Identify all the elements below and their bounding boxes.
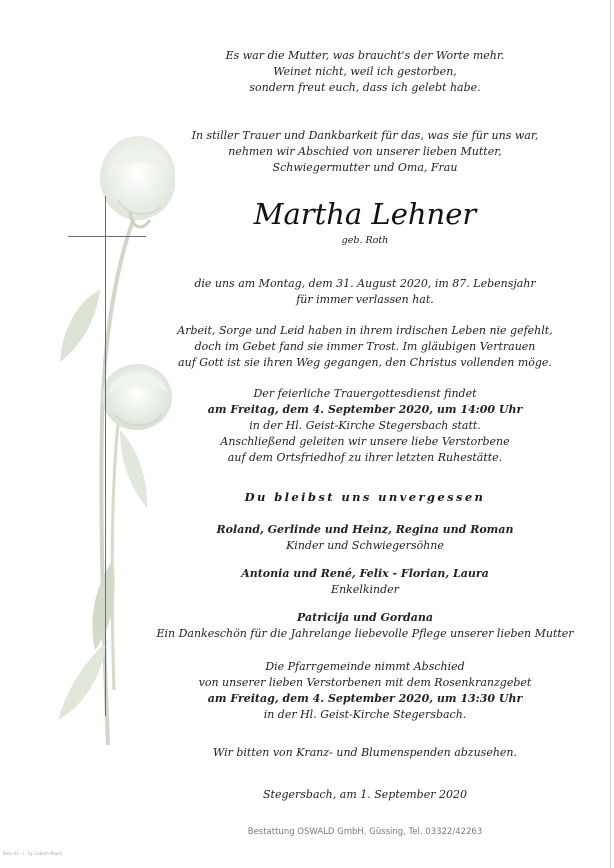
cross-vertical-bar [105,196,106,716]
poem-line: Weinet nicht, weil ich gestorben, [273,65,457,78]
funeral-line: in der Hl. Geist-Kirche Stegersbach statt. [249,419,481,432]
verse-line: Arbeit, Sorge und Leid haben in ihrem irdischen Leben nie gefehlt, [177,324,553,337]
mourner-group [150,566,580,598]
place-date [150,787,580,803]
mourner-role: Ein Dankeschön für die Jahrelange liebevolle Pflege unserer lieben Mutter [156,627,574,640]
intro-line: Schwiegermutter und Oma, Frau [272,161,458,174]
funeral-line: Der feierliche Trauergottesdienst findet [253,387,477,400]
mourner-names: Patricija und Gordana [297,611,433,624]
poem-line: Es war die Mutter, was braucht's der Worte mehr. [225,49,505,62]
maiden-name: geb. Roth [341,235,389,246]
mourner-group [150,522,580,554]
cross-horizontal-bar [68,236,146,237]
intro-block [150,128,580,176]
mourner-role: Enkelkinder [331,583,399,596]
rosary-block [150,659,580,723]
rosary-date-line: am Freitag, dem 4. September 2020, um 13:30 Uhr [207,692,523,705]
rosary-line: von unserer lieben Verstorbenen mit dem Rosenkranzgebet [198,676,532,689]
deceased-name: Martha Lehner [253,197,477,231]
funeral-line: auf dem Ortsfriedhof zu ihrer letzten Ruhestätte. [227,451,503,464]
funeral-service-block [150,386,580,466]
death-line: die uns am Montag, dem 31. August 2020, im 87. Lebensjahr [194,277,536,290]
poem-line: sondern freut euch, dass ich gelebt habe. [249,81,481,94]
white-rose-illustration [0,0,175,800]
rosary-line: Die Pfarrgemeinde nimmt Abschied [265,660,465,673]
mourner-role: Kinder und Schwiegersöhne [286,539,444,552]
funeral-line: Anschließend geleiten wir unsere liebe Verstorbene [220,435,510,448]
place-date-line: Stegersbach, am 1. September 2020 [263,788,467,801]
mourner-names: Antonia und René, Felix - Florian, Laura [241,567,489,580]
flower-request [150,745,580,761]
image-credit: Rose 01 - i - by Lisbeth Maerk [3,851,63,856]
rosary-line: in der Hl. Geist-Kirche Stegersbach. [263,708,467,721]
intro-line: nehmen wir Abschied von unserer lieben Mutter, [228,145,502,158]
death-line: für immer verlassen hat. [296,293,434,306]
funeral-date-line: am Freitag, dem 4. September 2020, um 14:00 Uhr [207,403,523,416]
motto: Du bleibst uns unvergessen [244,490,486,504]
funeral-home-footer: Bestattung OSWALD GmbH, Güssing, Tel. 03322/42263 [247,827,483,837]
mourner-names: Roland, Gerlinde und Heinz, Regina und Roman [216,523,514,536]
page-border [610,0,611,868]
verse-line: auf Gott ist sie ihren Weg gegangen, den Christus vollenden möge. [178,356,552,369]
poem-block [150,48,580,96]
verse-line: doch im Gebet fand sie immer Trost. Im gläubigen Vertrauen [194,340,536,353]
mourner-group [150,610,580,642]
verse-block [150,323,580,371]
intro-line: In stiller Trauer und Dankbarkeit für das, was sie für uns war, [191,129,539,142]
death-notice-block [150,276,580,308]
request-line: Wir bitten von Kranz- und Blumenspenden abzusehen. [212,746,518,759]
